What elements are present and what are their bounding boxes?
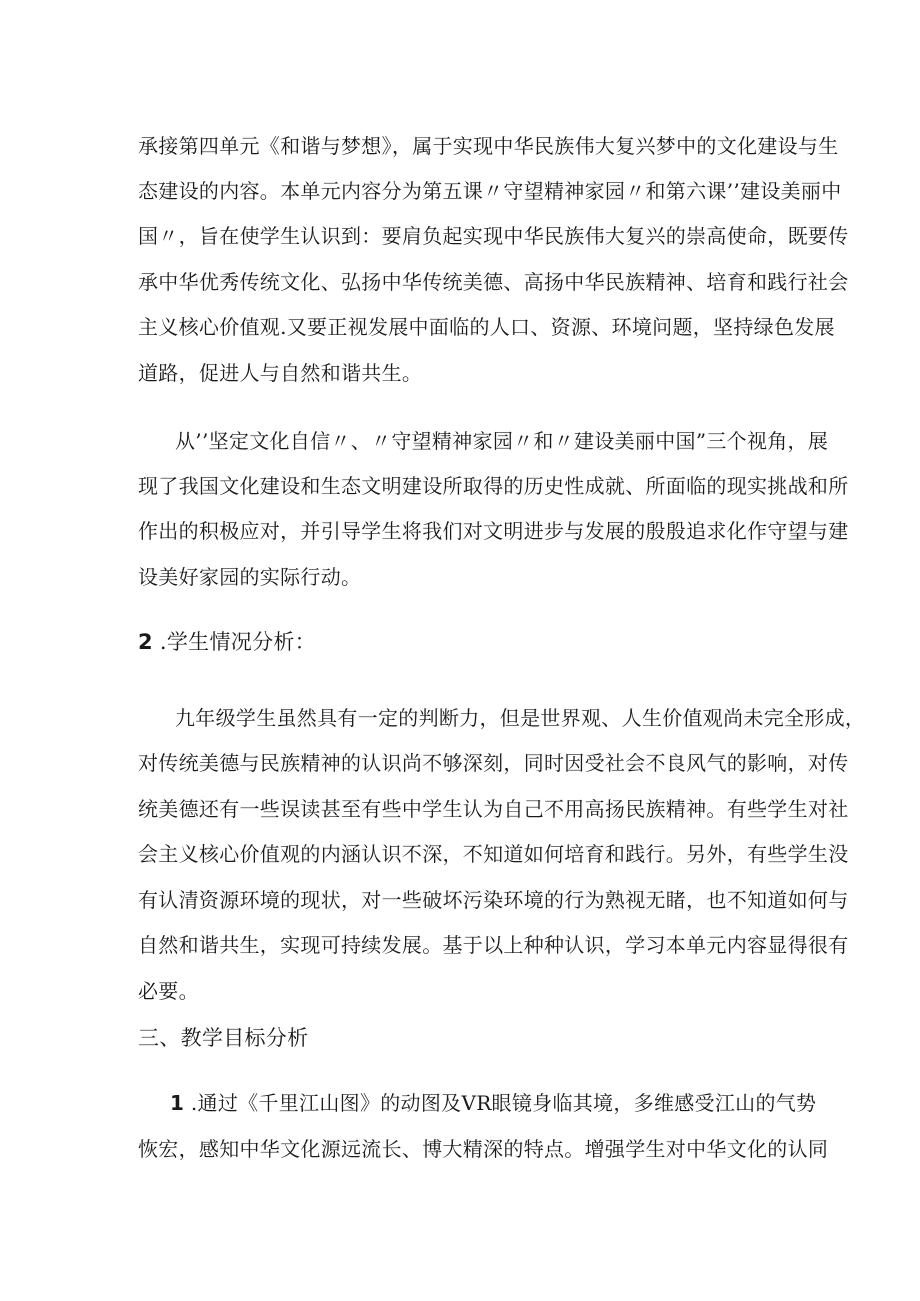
paragraph-4-line-1 — [170, 1090, 816, 1116]
paragraph-2-line-4: 设美好家园的实际行动。 — [138, 565, 362, 589]
paragraph-3-line-3: 统美德还有一些误读甚至有些中学生认为自己不用高扬民族精神。有些学生对社 — [138, 797, 849, 821]
paragraph-4-line-2: 恢宏，感知中华文化源远流长、博大精深的特点。增强学生对中华文化的认同 — [138, 1137, 829, 1161]
paragraph-2-line-2: 现了我国文化建设和生态文明建设所取得的历史性成就、所面临的现实挑战和所 — [138, 474, 849, 498]
paragraph-1-line-3: 国〃，旨在使学生认识到：要肩负起实现中华民族伟大复兴的崇高使命，既要传 — [138, 224, 849, 248]
paragraph-3-line-1: 九年级学生虽然具有一定的判断力，但是世界观、人生价值观尚未完全形成， — [175, 706, 866, 730]
paragraph-4-number: 1 — [170, 1091, 185, 1115]
paragraph-1-line-1: 承接第四单元《和谐与梦想》，属于实现中华民族伟大复兴梦中的文化建设与生 — [138, 134, 839, 158]
paragraph-3-line-2: 对传统美德与民族精神的认识尚不够深刻，同时因受社会不良风气的影响，对传 — [138, 751, 849, 775]
paragraph-3-line-7: 必要。 — [138, 979, 199, 1003]
section-2-heading — [138, 629, 316, 655]
paragraph-1-line-5: 主义核心价值观.又要正视发展中面临的人口、资源、环境问题，坚持绿色发展 — [138, 315, 835, 339]
paragraph-3-line-4: 会主义核心价值观的内涵认识不深，不知道如何培育和践行。另外，有些学生没 — [138, 842, 849, 866]
paragraph-1-line-4: 承中华优秀传统文化、弘扬中华传统美德、高扬中华民族精神、培育和践行社会 — [138, 270, 849, 294]
section-2-number: 2 — [138, 630, 153, 654]
paragraph-3-line-6: 自然和谐共生，实现可持续发展。基于以上种种认识，学习本单元内容显得很有 — [138, 933, 849, 957]
paragraph-2-line-1: 从’’坚定文化自信〃、〃守望精神家园〃和〃建设美丽中国”三个视角，展 — [175, 429, 829, 453]
paragraph-2-line-3: 作出的积极应对，并引导学生将我们对文明进步与发展的殷殷追求化作守望与建 — [138, 519, 849, 543]
section-3-heading: 三、教学目标分析 — [138, 1026, 309, 1050]
paragraph-1-line-2: 态建设的内容。本单元内容分为第五课〃守望精神家园〃和第六课’’建设美丽中 — [138, 179, 842, 203]
paragraph-1-line-6: 道路，促进人与自然和谐共生。 — [138, 361, 423, 385]
paragraph-3-line-5: 有认清资源环境的现状，对一些破坏污染环境的行为熟视无睹，也不知道如何与 — [138, 888, 849, 912]
section-2-title: .学生情况分析： — [159, 630, 316, 654]
paragraph-4-line-1-text: .通过《千里江山图》的动图及VR眼镜身临其境，多维感受江山的气势 — [190, 1091, 817, 1115]
